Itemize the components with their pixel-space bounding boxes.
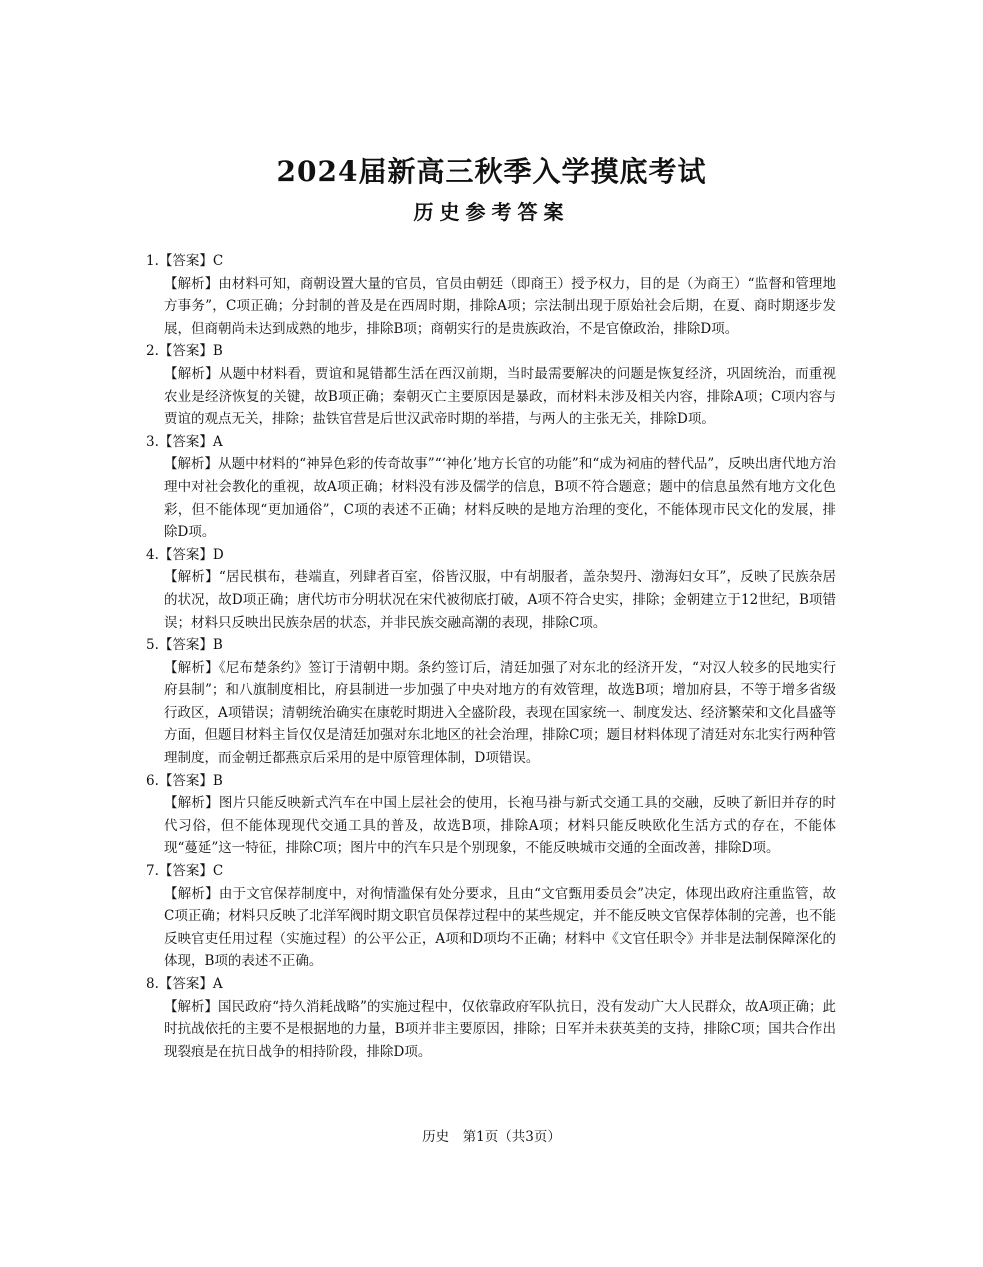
answer-item-4 [146,544,836,634]
page-subtitle: 历史参考答案 [413,200,570,224]
answer-explanation: 【解析】从题中材料的“神异色彩的传奇故事”“‘神化’地方长官的功能”和“成为祠庙的替代品”，反映出唐代地方治理中对社会教化的重视，故A项正确；材料没有涉及儒学的信息，B项不符合题意；题中的信息虽然有地方文化色彩，但不能体现“更加通俗”，C项的表述不正确；材料反映的是地方治理的变化，不能体现市民文化的发展，排除D项。 [164,456,836,541]
answer-item-7 [146,860,836,973]
answer-label: 3.【答案】A [146,433,223,450]
answer-label: 2.【答案】B [146,343,223,360]
answer-label: 7.【答案】C [146,863,224,880]
answer-explanation: 【解析】从题中材料看，贾谊和晁错都生活在西汉前期，当时最需要解决的问题是恢复经济，巩固统治，而重视农业是经济恢复的关键，故B项正确；秦朝灭亡主要原因是暴政，而材料未涉及相关内容，排除A项；C项内容与贾谊的观点无关，排除；盐铁官营是后世汉武帝时期的举措，与两人的主张无关，排除D项。 [164,365,836,428]
answer-label: 4.【答案】D [146,546,224,563]
answer-explanation: 【解析】国民政府“持久消耗战略”的实施过程中，仅依靠政府军队抗日，没有发动广大人民群众，故A项正确；此时抗战依托的主要不是根据地的力量，B项并非主要原因，排除；日军并未获英美的支持，排除C项；国共合作出现裂痕是在抗日战争的相持阶段，排除D项。 [164,998,836,1060]
answer-item-8 [146,973,836,1063]
answer-label: 6.【答案】B [146,772,223,789]
answer-label: 1.【答案】C [146,253,224,269]
answer-label: 8.【答案】A [146,976,223,992]
answer-list [146,250,836,1063]
answer-explanation: 【解析】“居民棋布，巷端直，列肆者百室，俗皆汉服，中有胡服者，盖杂契丹、渤海妇女耳”，反映了民族杂居的状况，故D项正确；唐代坊市分明状况在宋代被彻底打破，A项不符合史实，排除；金朝建立于12世纪，B项错误；材料只反映出民族杂居的状态，并非民族交融高潮的表现，排除C项。 [164,569,836,631]
answer-item-6 [146,770,836,860]
answer-explanation: 【解析】由材料可知，商朝设置大量的官员，官员由朝廷（即商王）授予权力，目的是（为商王）“监督和管理地方事务”，C项正确；分封制的普及是在西周时期，排除A项；宗法制出现于原始社会后期，在夏、商时期逐步发展，但商朝尚未达到成熟的地步，排除B项；商朝实行的是贵族政治，不是官僚政治，排除D项。 [164,275,836,337]
answer-explanation: 【解析】《尼布楚条约》签订于清朝中期。条约签订后，清廷加强了对东北的经济开发，“对汉人较多的民地实行府县制”；和八旗制度相比，府县制进一步加强了中央对地方的有效管理，故选B项；增加府县，不等于增多省级行政区，A项错误；清朝统治确实在康乾时期进入全盛阶段，表现在国家统一、制度发达、经济繁荣和文化昌盛等方面，但题目材料主旨仅仅是清廷加强对东北地区的社会治理，排除C项；题目材料体现了清廷对东北实行两种管理制度，而金朝迁都燕京后采用的是中原管理体制，D项错误。 [164,659,836,767]
answer-label: 5.【答案】B [146,637,223,654]
answer-item-5 [146,634,836,770]
page-title: 2024届新高三秋季入学摸底考试 [276,155,707,188]
page-footer: 历史 第1页（共3页） [422,1129,561,1145]
answer-item-1 [146,250,836,340]
answer-item-3 [146,431,836,544]
answer-explanation: 【解析】由于文官保荐制度中，对徇情滥保有处分要求，且由“文官甄用委员会”决定，体现出政府注重监管，故C项正确；材料只反映了北洋军阀时期文职官员保荐过程中的某些规定，并不能反映文官保荐体制的完善，也不能反映官吏任用过程（实施过程）的公平公正，A项和D项均不正确；材料中《文官任职令》并非是法制保障深化的体现，B项的表述不正确。 [164,885,836,970]
answer-explanation: 【解析】图片只能反映新式汽车在中国上层社会的使用，长袍马褂与新式交通工具的交融，反映了新旧并存的时代习俗，但不能体现现代交通工具的普及，故选B项，排除A项；材料只能反映欧化生活方式的存在，不能体现“蔓延”这一特征，排除C项；图片中的汽车只是个别现象，不能反映城市交通的全面改善，排除D项。 [164,795,836,857]
answer-item-2 [146,340,836,430]
